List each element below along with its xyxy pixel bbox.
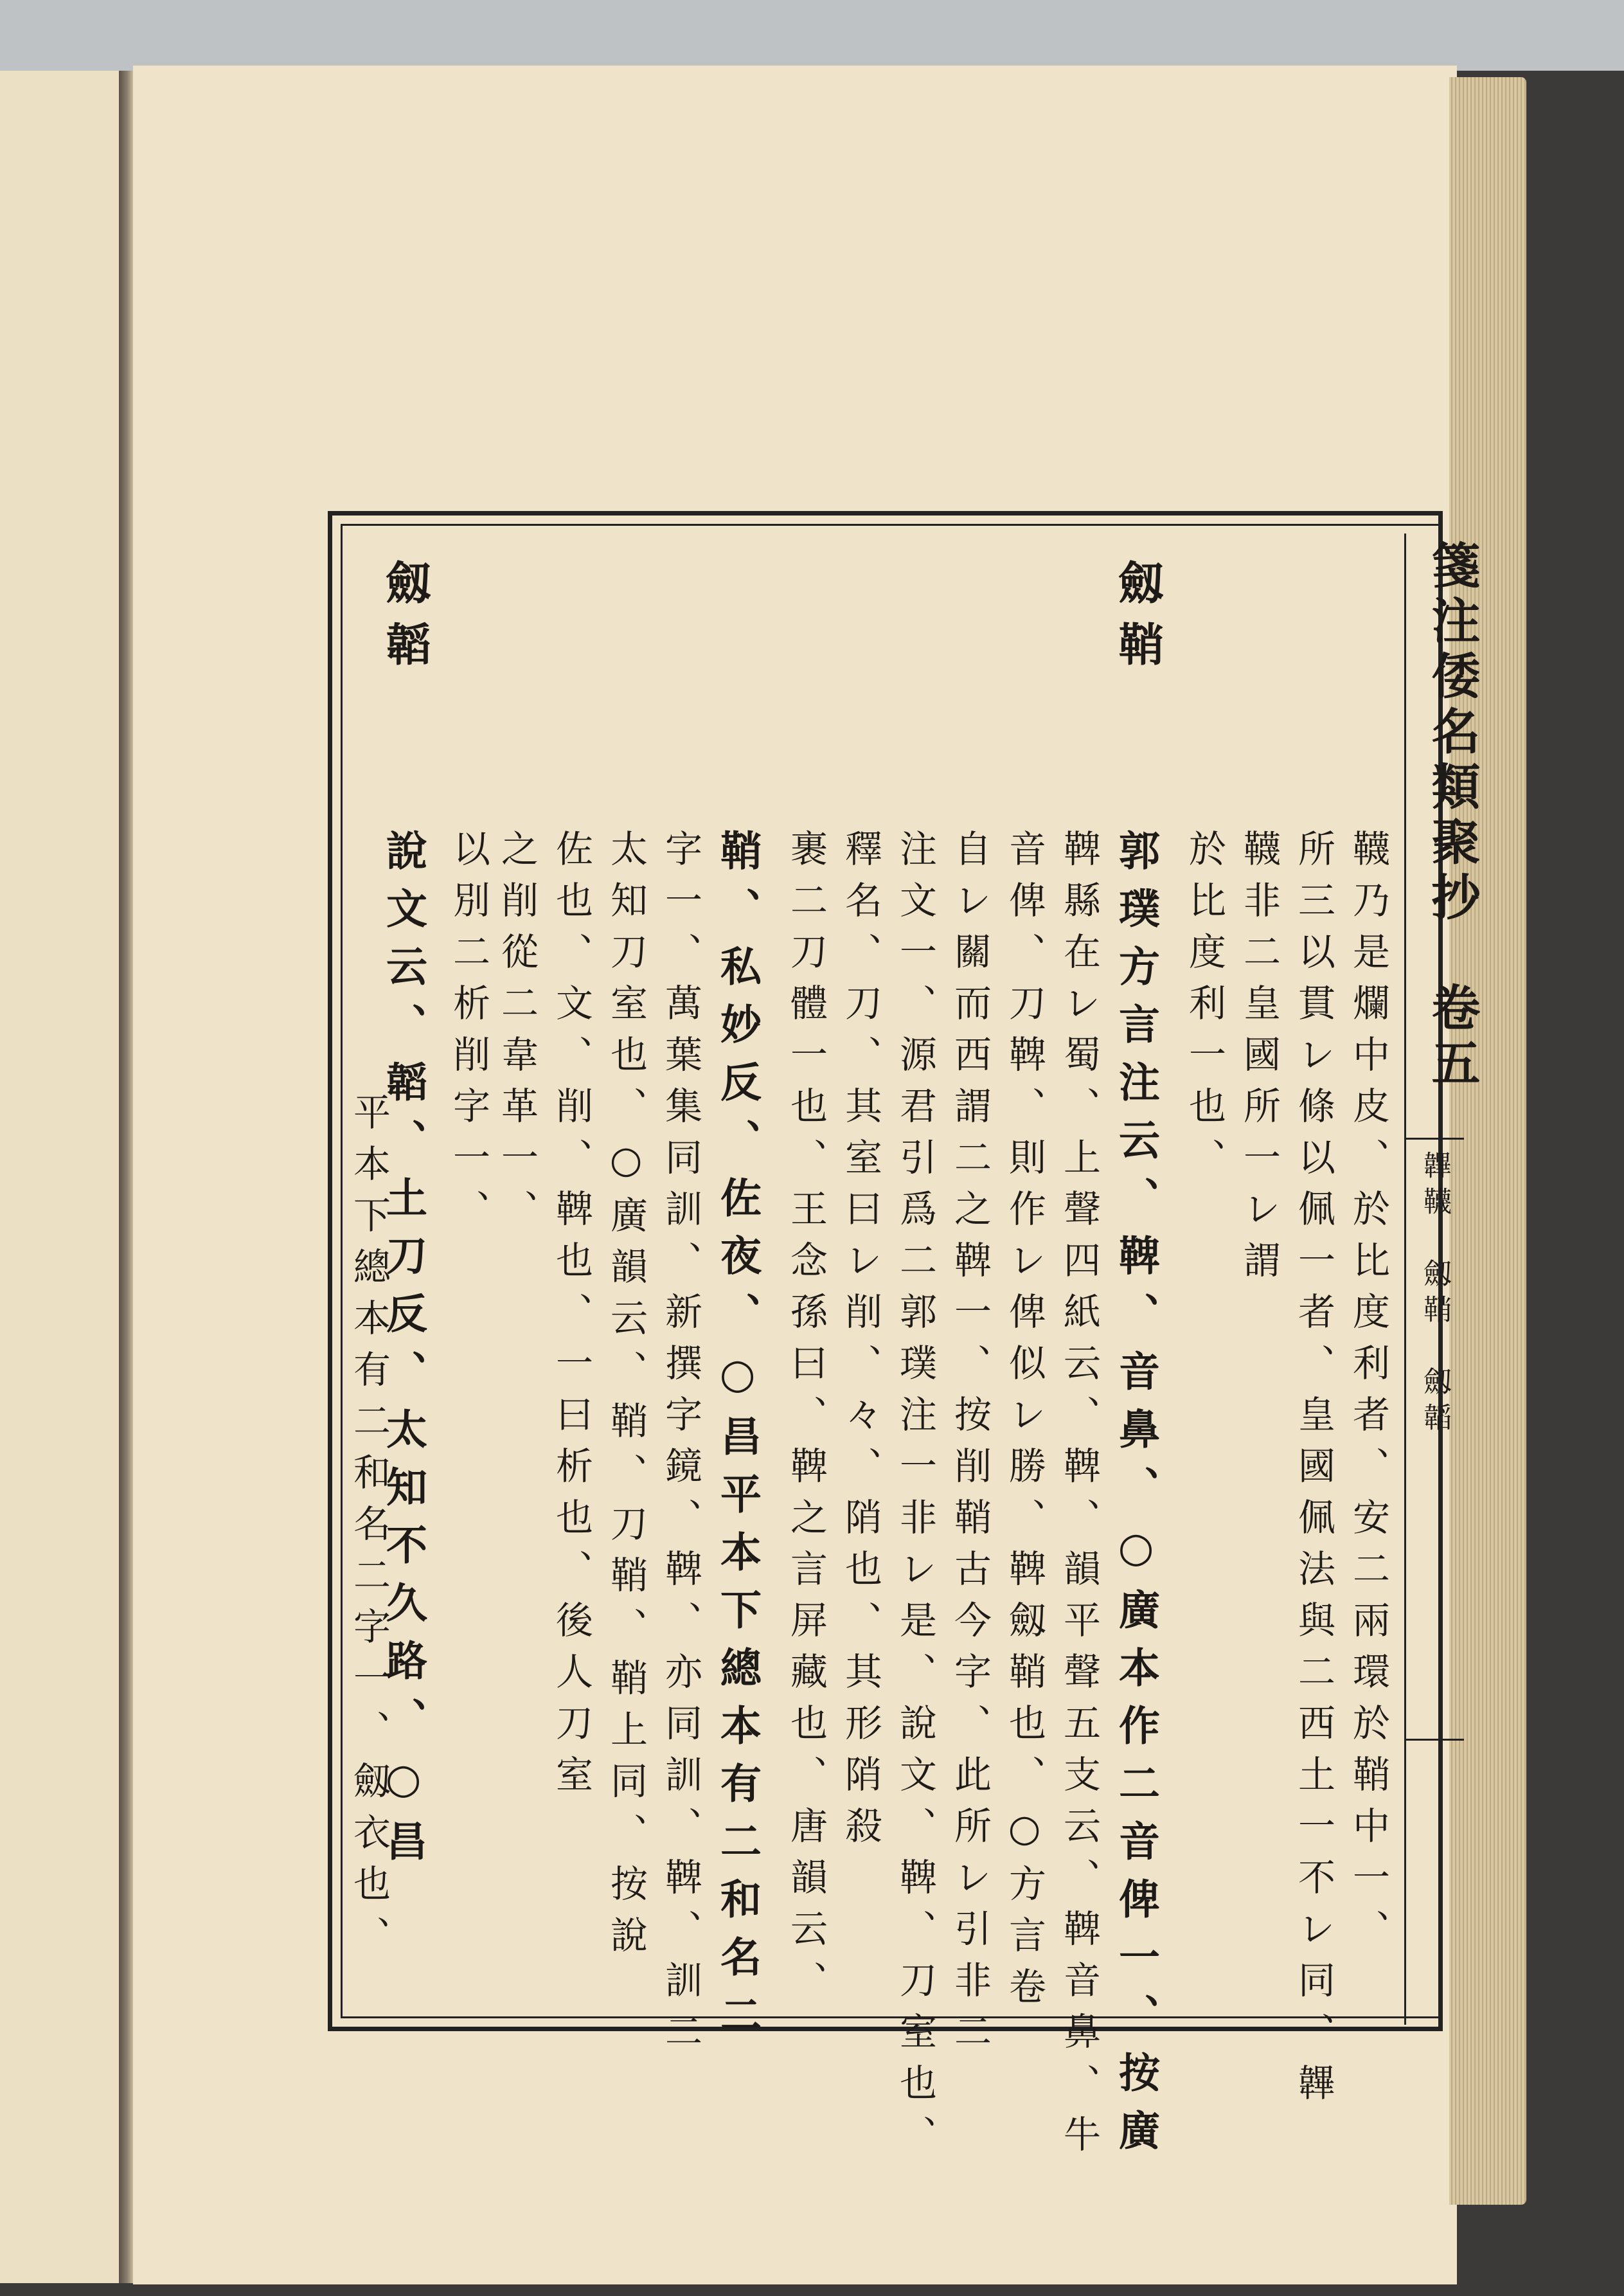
- text-column: 釋名、刀、其室曰レ削、々、陗也、其形陗殺: [839, 829, 882, 1858]
- spine-divider: [1406, 1138, 1464, 1140]
- spine-divider-lower: [1406, 1739, 1464, 1741]
- text-column: 鞘、私妙反、佐夜、○昌平本下總本有二和名二: [713, 829, 762, 2051]
- text-column: 注文一、源君引爲二郭璞注一非レ是、說文、鞞、刀室也、: [893, 829, 937, 2166]
- text-column: 韈乃是爛中皮、於比度利者、安二兩環於鞘中一、: [1346, 829, 1390, 1960]
- text-column: 裹二刀體一也、王念孫曰、鞞之言屏藏也、唐韻云、: [784, 829, 828, 2012]
- text-column: 於比度利一也、: [1182, 829, 1226, 1189]
- text-column: 佐也、文、削、鞞也、一曰析也、後人刀室: [549, 829, 593, 1806]
- entry-heading: 劔鞘: [1111, 559, 1164, 683]
- text-column: 韈非二皇國所一レ謂: [1237, 829, 1281, 1292]
- text-column: 以別二析削字一、: [447, 829, 490, 1241]
- text-column: 所三以貫レ條以佩一者、皇國佩法與二西土一不レ同、韠: [1292, 829, 1335, 2115]
- text-column: 說文云、韜、土刀反、太知不久路、○昌: [379, 829, 427, 1878]
- text-column: 字一、萬葉集同訓、新撰字鏡、鞞、亦同訓、鞞、訓二: [659, 829, 702, 2063]
- backdrop: [0, 0, 1624, 71]
- spine-title: 箋注倭名類聚抄 卷五: [1423, 540, 1481, 1093]
- text-column: 太知刀室也、○廣韻云、鞘、刀鞘、鞘上同、按說: [604, 829, 648, 1967]
- text-column: 平本下總本有二和名二字一、劔衣也、: [347, 1093, 391, 1967]
- left-page: [0, 71, 119, 2283]
- text-column: 郭璞方言注云、鞞、音鼻、○廣本作二音俾一、按廣: [1112, 829, 1160, 2167]
- text-column: 自レ關而西謂二之鞞一、按削鞘古今字、此所レ引非二: [948, 829, 992, 2063]
- spine-subtitle: 韠韈 劔鞘 劔韜: [1418, 1151, 1451, 1439]
- text-column: 音俾、刀鞞、則作レ俾似レ勝、鞞劔鞘也、○方言卷: [1003, 829, 1046, 2018]
- entry-heading: 劔韜: [379, 559, 432, 683]
- text-column: 鞞縣在レ蜀、上聲四紙云、鞞、韻平聲五支云、鞞音鼻、牛: [1057, 829, 1101, 2166]
- text-column: 之削從二韋革一、: [495, 829, 539, 1241]
- book-gutter: [119, 71, 133, 2283]
